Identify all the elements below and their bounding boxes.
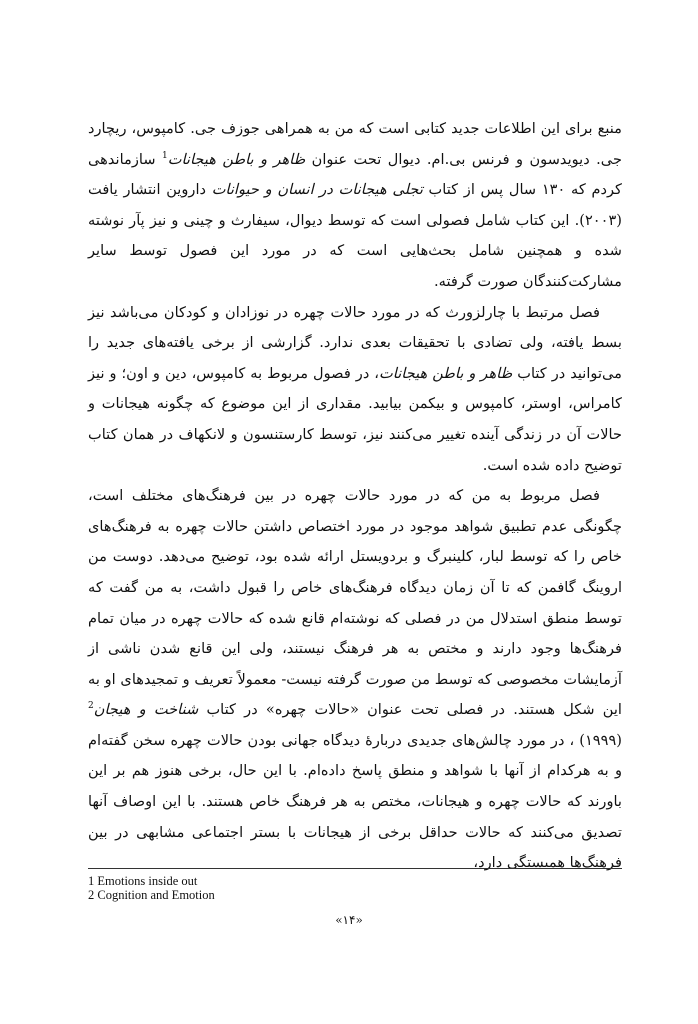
footnote-marker: 2 (88, 701, 94, 712)
text-run: سازماندهی کردم که ۱۳۰ سال پس از کتاب (88, 150, 622, 199)
book-title: ظاهر و باطن هیجانات (379, 364, 513, 382)
footnote-divider (88, 868, 622, 869)
text-run: فصل مربوط به من که در مورد حالات چهره در بین فرهنگ‌های مختلف است، چگونگی عدم تطبیق شواهد موجود در مورد اختصاص داشتن حالات چهره به فرهنگ‌های خاص را که توسط لبار، کلینبرگ و بردویستل ارائه شده بود، توضیح می‌دهد. دوست من اروینگ گافمن که تا آن زمان دیدگاه فرهنگ‌های خاص را قبول داشت، به من گفت که توسط منطق استدلال من در فصلی که نوشته‌ام قانع شده که حالات چهره در میان تمام فرهنگ‌ها وجود دارند و مختص به هر فرهنگ نیستند، ولی این قانع شدن ناشی از آزمایشات مخصوصی که توسط من صورت گرفته نیست- معمولاً تعریف و تمجیدهای او به این شکل هستند. در فصلی تحت عنوان «حالات چهره» در کتاب (88, 487, 622, 719)
footnote-2: 2 Cognition and Emotion (88, 888, 215, 902)
text-run: داروین انتشار یافت (۲۰۰۳). این کتاب شامل فصولی است که توسط دیوال، سیفارث و چینی و نیز پآر نوشته شده و همچنین شامل بحث‌هایی است که در مورد این فصول توسط سایر مشارکت‌کنندگان صورت گرفته. (88, 181, 622, 290)
paragraph (88, 114, 622, 298)
paragraph (88, 481, 622, 879)
text-run: فصل مرتبط با چارلزورث که در مورد حالات چهره در نوزادان و کودکان می‌باشد نیز بسط یافته، ولی تضادی با تحقیقات بعدی ندارد. گزارشی از برخی یافته‌های جدید را می‌توانید در کتاب (88, 303, 622, 382)
footnote-1: 1 Emotions inside out (88, 874, 198, 888)
footnote-marker: 1 (161, 150, 168, 161)
footnotes (88, 874, 622, 902)
text-run: منبع برای این اطلاعات جدید کتابی است که من به همراهی جوزف جی. کامپوس، ریچارد جی. دیویدسون و فرنس بی.ام. دیوال تحت عنوان (88, 120, 622, 168)
text-run: ، در فصول مربوط به کامپوس، دین و اون؛ و نیز کامراس، اوستر، کامپوس و بیکمن بیابید. مقداری از این موضوع که چگونه هیجانات و حالات آن در زندگی آینده تغییر می‌کنند نیز، توسط کارستنسون و لانکهاف در همان کتاب توضیح داده شده است. (88, 364, 622, 474)
page-number: «۱۴» (335, 913, 363, 927)
book-title: تجلی هیجانات در انسان و حیوانات (211, 181, 423, 199)
paragraph (88, 298, 622, 482)
text-run: (۱۹۹۹) ، در مورد چالش‌های جدیدی دربارهٔ دیدگاه جهانی بودن حالات چهره سخن گفته‌ام و به هرکدام از آنها با شواهد و منطق پاسخ داده‌ام. با این حال، برخی هنوز هم بر این باورند که حالات چهره و هیجانات، مختص به هر فرهنگ خاص هستند. با این اوصاف آنها تصدیق می‌کنند که حالات حداقل برخی از هیجانات با بستر اجتماعی مشابهی در بین فرهنگ‌ها همبستگی دارد، (88, 731, 622, 872)
book-title: شناخت و هیجان (93, 701, 199, 719)
book-title: ظاهر و باطن هیجانات (167, 150, 306, 168)
body-text (88, 114, 622, 879)
